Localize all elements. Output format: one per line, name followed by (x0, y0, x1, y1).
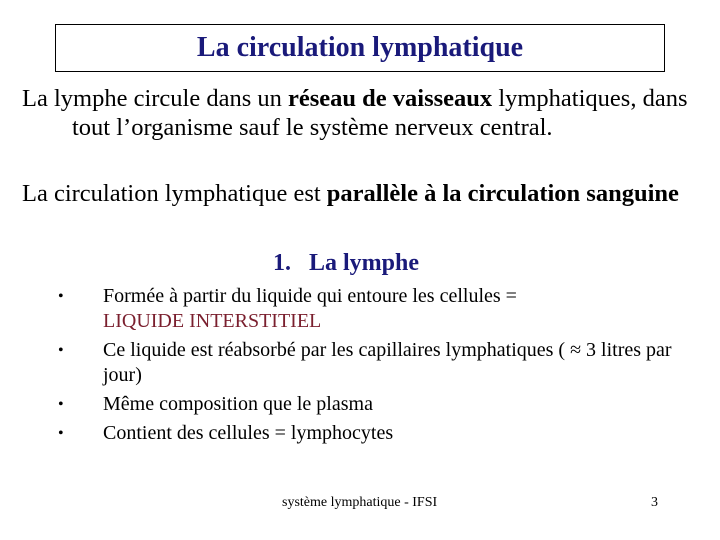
list-item (55, 284, 705, 334)
list-item (55, 338, 705, 388)
intro-paragraph (22, 84, 692, 142)
intro-text-after: lymphatiques, dans tout l’organisme sauf le système nerveux central. (72, 85, 688, 141)
bullet-icon: • (58, 396, 64, 413)
page-number: 3 (651, 495, 658, 510)
slide-title: La circulation lymphatique (196, 32, 524, 63)
bullet-icon: • (58, 342, 64, 359)
bullet-list (55, 284, 705, 450)
bullet-text: Même composition que le plasma (103, 393, 373, 415)
slide-title-box (55, 24, 665, 72)
bullet-text: Contient des cellules = lymphocytes (103, 422, 394, 444)
section-label: La lymphe (309, 250, 420, 276)
bullet-icon: • (58, 425, 64, 442)
intro-text-before: La lymphe circule dans un (22, 85, 289, 112)
intro-bold-text: réseau de vaisseaux (288, 85, 493, 112)
list-item (55, 392, 705, 417)
bullet-text: Ce liquide est réabsorbé par les capillaires lymphatiques ( ≈ 3 litres par jour) (103, 339, 672, 386)
list-item (55, 421, 705, 446)
bullet-highlight: LIQUIDE INTERSTITIEL (103, 310, 322, 332)
section-number: 1. (273, 250, 291, 276)
parallel-text-before: La circulation lymphatique est (22, 180, 327, 207)
parallel-paragraph (22, 179, 692, 208)
section-heading (273, 248, 419, 278)
parallel-bold-text: parallèle à la circulation sanguine (326, 180, 679, 207)
bullet-text: Formée à partir du liquide qui entoure les cellules = (103, 285, 517, 307)
footer-text: système lymphatique - IFSI (282, 495, 438, 510)
bullet-icon: • (58, 288, 64, 305)
